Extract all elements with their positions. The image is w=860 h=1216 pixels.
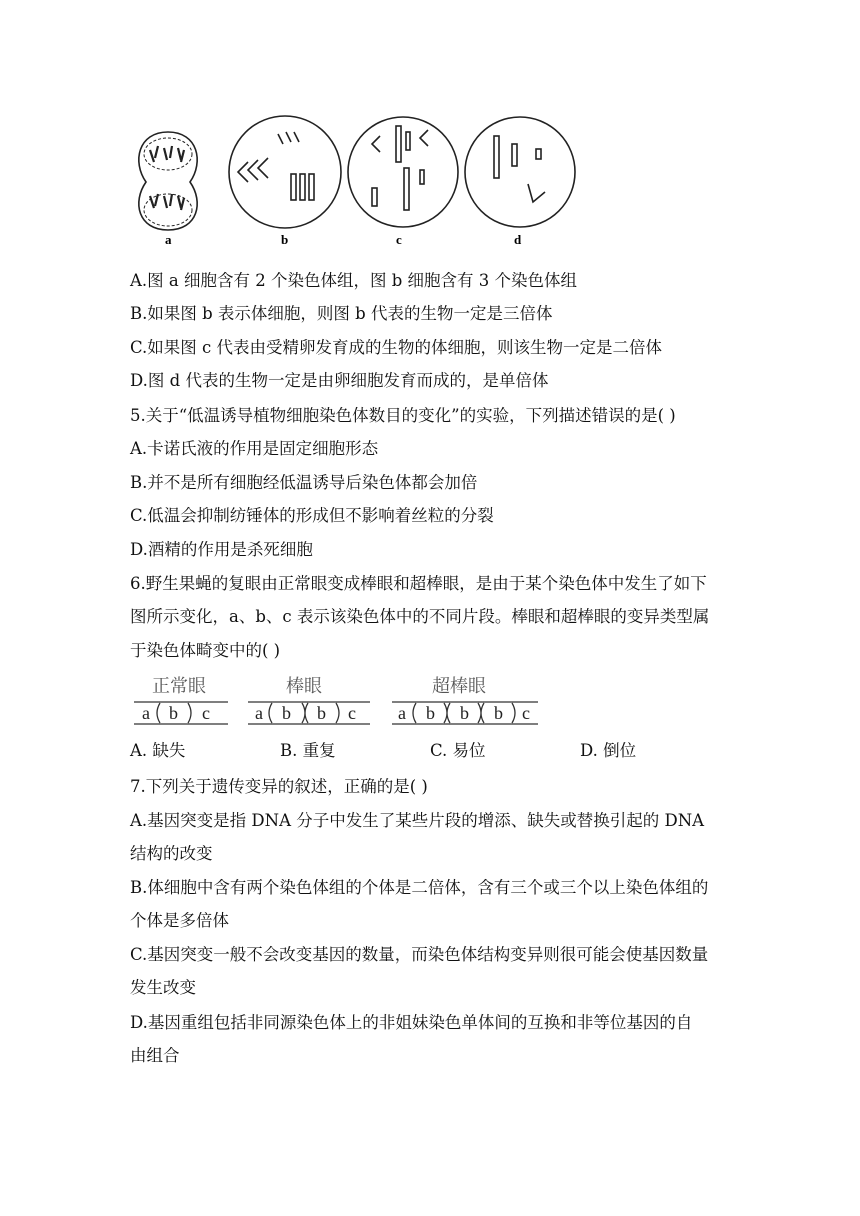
- q4-option-b: B.如果图 b 表示体细胞，则图 b 代表的生物一定是三倍体: [130, 304, 553, 323]
- cell-label-a: a: [165, 232, 172, 247]
- segment-label: a: [142, 703, 150, 723]
- segment-label: b: [426, 703, 435, 723]
- q7-option-d-line-1: D.基因重组包括非同源染色体上的非姐妹染色单体间的互换和非等位基因的自: [130, 1013, 693, 1032]
- chromosome-cells-figure: [128, 112, 608, 252]
- q4-option-a: A.图 a 细胞含有 2 个染色体组，图 b 细胞含有 3 个染色体组: [130, 271, 578, 290]
- segment-label: c: [202, 703, 210, 723]
- q7-option-a-line-1: A.基因突变是指 DNA 分子中发生了某些片段的增添、缺失或替换引起的 DNA: [130, 811, 705, 830]
- q5-option-d: D.酒精的作用是杀死细胞: [130, 540, 313, 559]
- cell-c: [348, 117, 458, 227]
- cell-a: [139, 132, 197, 230]
- q7-option-d-line-2: 由组合: [130, 1046, 180, 1065]
- segment-label: b: [494, 703, 503, 723]
- q6-stem-line-2: 图所示变化，a、b、c 表示该染色体中的不同片段。棒眼和超棒眼的变异类型属: [130, 607, 710, 626]
- q7-stem: 7.下列关于遗传变异的叙述，正确的是( ): [130, 777, 428, 796]
- q7-option-c-line-1: C.基因突变一般不会改变基因的数量，而染色体结构变异则很可能会使基因数量: [130, 945, 709, 964]
- q4-option-c: C.如果图 c 代表由受精卵发育成的生物的体细胞，则该生物一定是二倍体: [130, 338, 663, 357]
- q4-option-d: D.图 d 代表的生物一定是由卵细胞发育而成的，是单倍体: [130, 371, 549, 390]
- bar-eye-title: 棒眼: [286, 676, 322, 697]
- q6-option-d: D. 倒位: [580, 741, 637, 760]
- normal-eye-title: 正常眼: [152, 676, 206, 697]
- segment-label: a: [398, 703, 406, 723]
- segment-label: b: [282, 703, 291, 723]
- q7-option-a-line-2: 结构的改变: [130, 844, 213, 863]
- q6-stem-line-1: 6.野生果蝇的复眼由正常眼变成棒眼和超棒眼，是由于某个染色体中发生了如下: [130, 574, 707, 593]
- q7-option-b-line-1: B.体细胞中含有两个染色体组的个体是二倍体，含有三个或三个以上染色体组的: [130, 878, 709, 897]
- q6-option-a: A. 缺失: [130, 741, 186, 760]
- segment-label: c: [522, 703, 530, 723]
- ultrabar-eye-title: 超棒眼: [432, 676, 486, 697]
- segment-label: b: [317, 703, 326, 723]
- q6-option-c: C. 易位: [430, 741, 486, 760]
- q5-option-a: A.卡诺氏液的作用是固定细胞形态: [130, 439, 379, 458]
- q6-stem-line-3: 于染色体畸变中的( ): [130, 641, 281, 660]
- cell-d: [465, 117, 575, 227]
- segment-label: a: [255, 703, 263, 723]
- cell-label-d: d: [514, 232, 522, 247]
- cell-label-b: b: [281, 232, 289, 247]
- segment-label: b: [169, 703, 178, 723]
- q6-option-b: B. 重复: [280, 741, 336, 760]
- q5-option-b: B.并不是所有细胞经低温诱导后染色体都会加倍: [130, 473, 478, 492]
- cell-label-c: c: [396, 232, 402, 247]
- q7-option-b-line-2: 个体是多倍体: [130, 911, 229, 930]
- segment-label: b: [460, 703, 469, 723]
- segment-label: c: [348, 703, 356, 723]
- q7-option-c-line-2: 发生改变: [130, 978, 196, 997]
- q5-stem: 5.关于“低温诱导植物细胞染色体数目的变化”的实验，下列描述错误的是( ): [130, 406, 676, 425]
- cell-b: [229, 116, 341, 228]
- q5-option-c: C.低温会抑制纺锤体的形成但不影响着丝粒的分裂: [130, 506, 494, 525]
- eye-chromosome-figure: [130, 668, 550, 730]
